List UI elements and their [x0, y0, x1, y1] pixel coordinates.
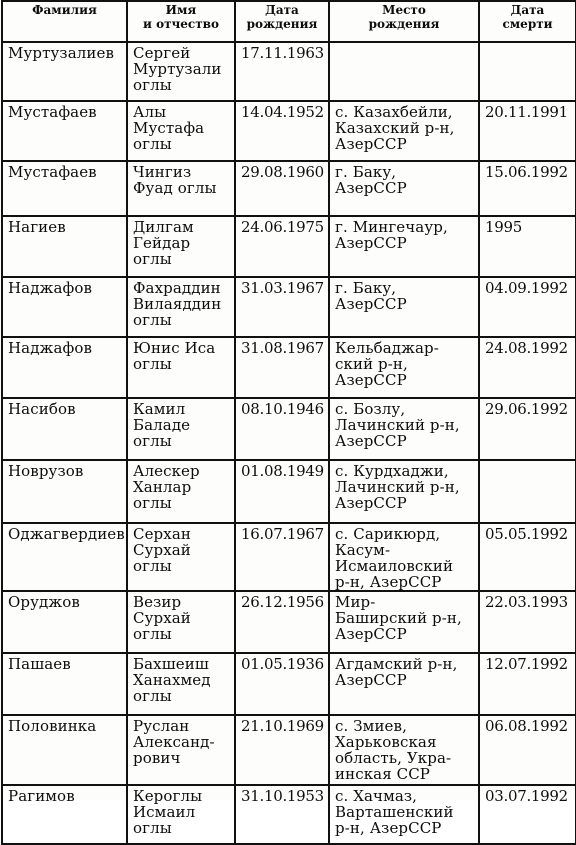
first-name-text: Камил Баладе оглы: [133, 400, 191, 450]
birth-place-cell: [329, 715, 479, 785]
birth-place-cell: [329, 42, 479, 101]
last-name-text: Мустафаев: [8, 103, 97, 121]
table-row: [2, 216, 576, 277]
last-name-text: Оджагвердиев: [8, 525, 125, 543]
first-name-cell: [127, 715, 235, 785]
first-name-text: Сергей Муртузали оглы: [133, 44, 222, 94]
death-date-text: 04.09.1992: [485, 279, 568, 297]
last-name-text: Половинка: [8, 717, 97, 735]
last-name-text: Рагимов: [8, 787, 75, 805]
table-row: [2, 653, 576, 715]
last-name-cell: [2, 398, 127, 460]
birth-place-text: с. Бозлу, Лачинский р-н, АзерССР: [335, 400, 460, 450]
first-name-cell: [127, 42, 235, 101]
table-row: [2, 337, 576, 398]
memorial-table: [1, 0, 576, 845]
death-date-cell: [479, 523, 576, 591]
last-name-cell: [2, 653, 127, 715]
birth-date-text: 01.08.1949: [241, 462, 324, 480]
last-name-text: Муртузалиев: [8, 44, 114, 62]
header-birth-place: Место рождения: [329, 1, 479, 42]
birth-date-text: 26.12.1956: [241, 593, 324, 611]
table-row: [2, 523, 576, 591]
first-name-cell: [127, 653, 235, 715]
last-name-cell: [2, 523, 127, 591]
death-date-cell: [479, 460, 576, 523]
last-name-text: Насибов: [8, 400, 76, 418]
last-name-text: Пашаев: [8, 655, 71, 673]
birth-place-cell: [329, 653, 479, 715]
table-row: [2, 42, 576, 101]
first-name-text: Везир Сурхай оглы: [133, 593, 191, 643]
birth-place-cell: [329, 398, 479, 460]
first-name-cell: [127, 337, 235, 398]
death-date-text: 29.06.1992: [485, 400, 568, 418]
first-name-cell: [127, 216, 235, 277]
death-date-cell: [479, 715, 576, 785]
first-name-cell: [127, 398, 235, 460]
first-name-cell: [127, 101, 235, 161]
last-name-text: Оруджов: [8, 593, 80, 611]
birth-date-cell: [235, 42, 329, 101]
first-name-text: Чингиз Фуад оглы: [133, 163, 217, 197]
last-name-cell: [2, 42, 127, 101]
death-date-cell: [479, 101, 576, 161]
last-name-text: Мустафаев: [8, 163, 97, 181]
death-date-cell: [479, 653, 576, 715]
death-date-cell: [479, 785, 576, 844]
first-name-cell: [127, 277, 235, 337]
birth-date-cell: [235, 785, 329, 844]
death-date-text: 06.08.1992: [485, 717, 568, 735]
birth-date-cell: [235, 398, 329, 460]
birth-date-text: 24.06.1975: [241, 218, 324, 236]
header-birth-date: Дата рождения: [235, 1, 329, 42]
header-death-date: Дата смерти: [479, 1, 576, 42]
birth-date-text: 31.08.1967: [241, 339, 324, 357]
last-name-text: Новрузов: [8, 462, 84, 480]
death-date-cell: [479, 398, 576, 460]
first-name-text: Бахшеиш Ханахмед оглы: [133, 655, 211, 705]
last-name-cell: [2, 277, 127, 337]
birth-date-cell: [235, 161, 329, 216]
header-first-name: Имя и отчество: [127, 1, 235, 42]
birth-date-cell: [235, 337, 329, 398]
birth-date-text: 21.10.1969: [241, 717, 324, 735]
birth-place-text: г. Баку, АзерССР: [335, 163, 407, 197]
birth-date-cell: [235, 101, 329, 161]
birth-place-text: Мир- Баширский р-н, АзерССР: [335, 593, 462, 643]
first-name-text: Алы Мустафа оглы: [133, 103, 205, 153]
birth-place-text: с. Змиев, Харьковская область, Укра- инская ССР: [335, 717, 452, 783]
birth-place-cell: [329, 216, 479, 277]
table-row: [2, 460, 576, 523]
birth-place-cell: [329, 591, 479, 653]
last-name-cell: [2, 460, 127, 523]
birth-place-text: с. Курдхаджи, Лачинский р-н, АзерССР: [335, 462, 460, 512]
table-row: [2, 101, 576, 161]
table-row: [2, 715, 576, 785]
birth-date-cell: [235, 460, 329, 523]
first-name-text: Дилгам Гейдар оглы: [133, 218, 194, 268]
birth-date-cell: [235, 715, 329, 785]
birth-place-text: с. Сарикюрд, Касум- Исмаиловский р-н, АзерССР: [335, 525, 454, 591]
birth-date-text: 16.07.1967: [241, 525, 324, 543]
birth-place-cell: [329, 460, 479, 523]
death-date-cell: [479, 337, 576, 398]
birth-date-text: 01.05.1936: [241, 655, 324, 673]
table-row: [2, 277, 576, 337]
last-name-text: Наджафов: [8, 279, 93, 297]
birth-date-cell: [235, 523, 329, 591]
first-name-cell: [127, 785, 235, 844]
table-row: [2, 785, 576, 844]
birth-date-text: 08.10.1946: [241, 400, 324, 418]
table-header-row: [2, 1, 576, 42]
birth-place-text: Агдамский р-н, АзерССР: [335, 655, 458, 689]
birth-place-cell: [329, 785, 479, 844]
birth-place-text: с. Казахбейли, Казахский р-н, АзерССР: [335, 103, 455, 153]
birth-date-cell: [235, 216, 329, 277]
death-date-text: 24.08.1992: [485, 339, 568, 357]
birth-date-text: 31.10.1953: [241, 787, 324, 805]
first-name-text: Алескер Ханлар оглы: [133, 462, 200, 512]
table-row: [2, 398, 576, 460]
death-date-cell: [479, 591, 576, 653]
birth-date-text: 29.08.1960: [241, 163, 324, 181]
birth-place-cell: [329, 277, 479, 337]
header-last-name: Фамилия: [2, 1, 127, 42]
birth-date-cell: [235, 591, 329, 653]
first-name-cell: [127, 161, 235, 216]
first-name-cell: [127, 523, 235, 591]
death-date-cell: [479, 216, 576, 277]
death-date-text: 1995: [485, 218, 522, 236]
last-name-cell: [2, 101, 127, 161]
birth-date-text: 17.11.1963: [241, 44, 324, 62]
first-name-text: Фахраддин Вилаяддин оглы: [133, 279, 222, 329]
death-date-text: 22.03.1993: [485, 593, 568, 611]
last-name-cell: [2, 216, 127, 277]
birth-place-cell: [329, 101, 479, 161]
first-name-text: Юнис Иса оглы: [133, 339, 216, 373]
first-name-cell: [127, 591, 235, 653]
birth-place-cell: [329, 337, 479, 398]
table-row: [2, 161, 576, 216]
table-body: [2, 42, 576, 844]
birth-date-text: 31.03.1967: [241, 279, 324, 297]
death-date-text: 12.07.1992: [485, 655, 568, 673]
death-date-text: 20.11.1991: [485, 103, 568, 121]
death-date-text: 05.05.1992: [485, 525, 568, 543]
first-name-text: Кероглы Исмаил оглы: [133, 787, 203, 837]
birth-date-text: 14.04.1952: [241, 103, 324, 121]
last-name-cell: [2, 337, 127, 398]
death-date-cell: [479, 161, 576, 216]
death-date-text: 15.06.1992: [485, 163, 568, 181]
death-date-text: 03.07.1992: [485, 787, 568, 805]
last-name-cell: [2, 161, 127, 216]
birth-place-text: Кельбаджар- ский р-н, АзерССР: [335, 339, 439, 389]
last-name-cell: [2, 591, 127, 653]
last-name-text: Нагиев: [8, 218, 66, 236]
last-name-text: Наджафов: [8, 339, 93, 357]
death-date-cell: [479, 42, 576, 101]
death-date-cell: [479, 277, 576, 337]
birth-place-cell: [329, 161, 479, 216]
first-name-text: Руслан Александ- рович: [133, 717, 215, 767]
last-name-cell: [2, 715, 127, 785]
birth-place-cell: [329, 523, 479, 591]
first-name-text: Серхан Сурхай оглы: [133, 525, 191, 575]
birth-place-text: г. Баку, АзерССР: [335, 279, 407, 313]
birth-place-text: с. Хачмаз, Варташенский р-н, АзерССР: [335, 787, 454, 837]
last-name-cell: [2, 785, 127, 844]
birth-date-cell: [235, 277, 329, 337]
birth-place-text: г. Мингечаур, АзерССР: [335, 218, 448, 252]
table-row: [2, 591, 576, 653]
first-name-cell: [127, 460, 235, 523]
birth-date-cell: [235, 653, 329, 715]
